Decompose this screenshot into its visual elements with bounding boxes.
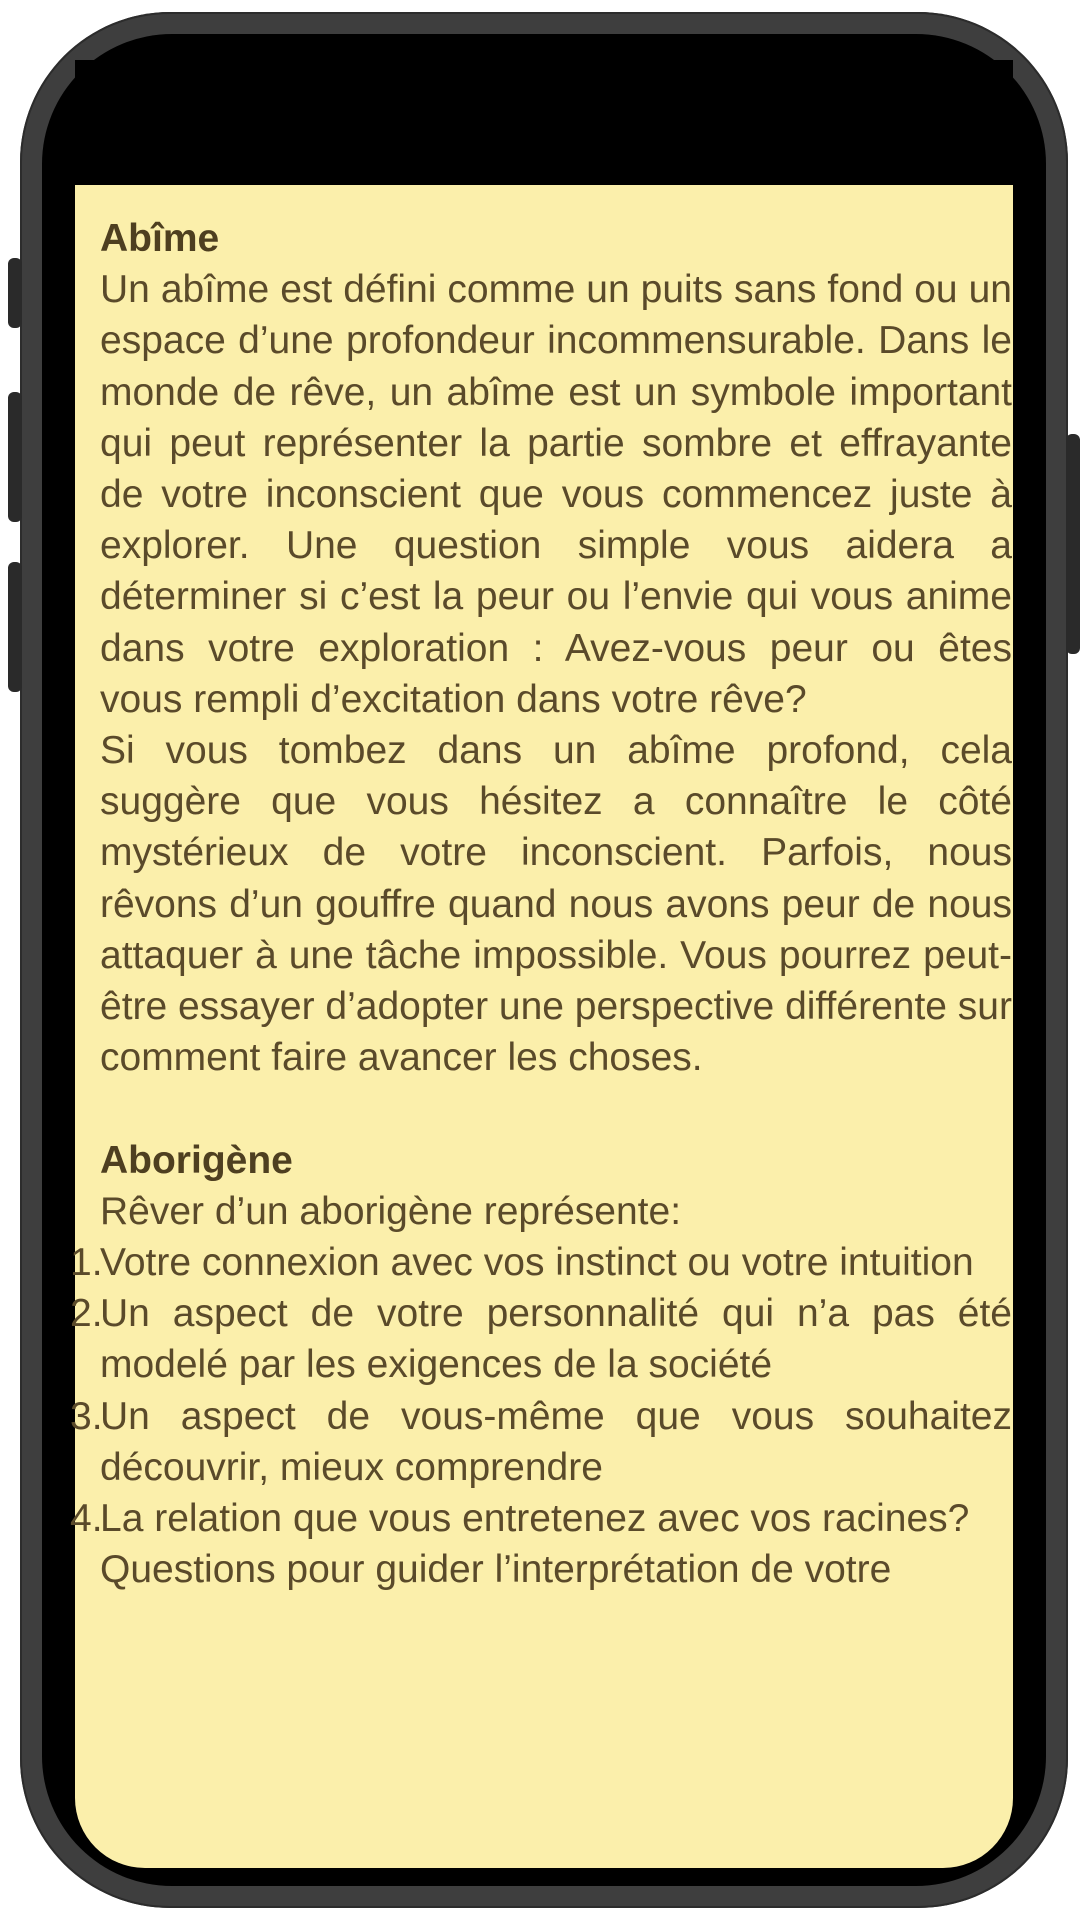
silent-switch <box>8 258 22 328</box>
volume-down-button <box>8 562 22 692</box>
entry-spacer <box>100 1083 1012 1134</box>
entry-outro: Questions pour guider l’interprétation de votre <box>100 1548 892 1592</box>
list-item-text: La relation que vous entretenez avec vos racines? <box>100 1497 970 1541</box>
entry-paragraph: Si vous tombez dans un abîme profond, cela suggère que vous hésitez a connaître le côté mystérieux de votre inconscient. Parfois, nous rêvons d’un gouffre quand nous avons peur de nous attaquer à une tâche impossible. Vous pourrez peut-être essayer d’adopter une perspective différente sur comment faire avancer les choses. <box>100 729 1012 1080</box>
list-item-number: 3. <box>70 1394 103 1438</box>
list-item <box>70 1237 1012 1288</box>
meaning-list <box>70 1237 1012 1544</box>
list-item-text: Un aspect de votre personnalité qui n’a pas été modelé par les exigences de la société <box>100 1292 1012 1387</box>
phone-screen[interactable] <box>70 60 1013 1868</box>
list-item-text: Votre connexion avec vos instinct ou votre intuition <box>100 1241 974 1285</box>
volume-up-button <box>8 392 22 522</box>
entry-intro: Rêver d’un aborigène représente: <box>100 1189 682 1233</box>
entry-paragraph: Un abîme est défini comme un puits sans fond ou un espace d’une profondeur incommensurable. Dans le monde de rêve, un abîme est un symbole important qui peut représenter la partie sombre et effrayante de votre inconscient que vous commencez juste à explorer. Une question simple vous aidera a déterminer si c’est la peur ou l’envie qui vous anime dans votre exploration : Avez-vous peur ou êtes vous rempli d’excitation dans votre rêve? <box>100 268 1012 721</box>
list-item-number: 2. <box>70 1292 103 1336</box>
list-item-number: 1. <box>70 1241 103 1285</box>
list-item <box>70 1493 1012 1544</box>
notch <box>291 60 797 122</box>
list-item-number: 4. <box>70 1497 103 1541</box>
list-item-text: Un aspect de vous-même que vous souhaitez découvrir, mieux comprendre <box>100 1394 1012 1489</box>
power-button <box>1066 434 1080 654</box>
dictionary-content[interactable] <box>70 213 1012 1595</box>
list-item <box>70 1288 1012 1390</box>
entry-title-abime: Abîme <box>100 217 220 260</box>
list-item <box>70 1391 1012 1493</box>
entry-title-aborigene: Aborigène <box>100 1138 293 1182</box>
